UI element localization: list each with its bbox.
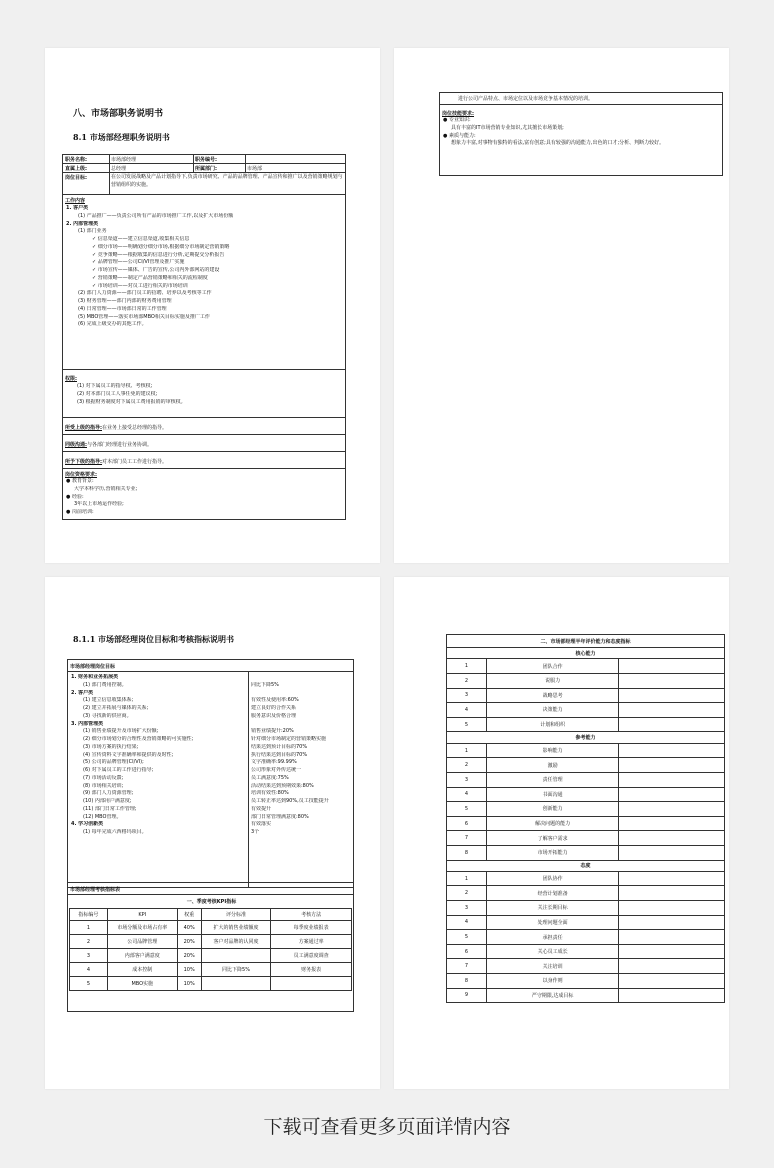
text-line: (10) 内部用户满意度; [83,798,132,804]
text-line: (7) 市场活动反馈; [83,774,124,781]
item-name: 严守期限,达成目标 [486,988,619,1003]
position-goals-table [67,659,354,888]
item-score [619,930,725,945]
kpi-cell: 内部客户满意度 [107,949,177,963]
item-score [619,944,725,959]
kpi-table [69,908,352,991]
training-text: 进行公司产品特点、市场定位以及市场竞争基本情况的培训。 [458,96,594,102]
table-row [63,173,345,195]
table-row [447,758,725,773]
item-number: 6 [447,816,487,831]
item-name: 影响能力 [486,743,619,758]
kpi-header-cell: 评分标准 [201,909,271,921]
text-line: (3) 市场方案的执行结果; [83,743,139,750]
text-line: (1) 部门业务 [78,228,107,235]
item-name: 创新能力 [486,802,619,817]
table-row [447,787,725,802]
table-row [447,816,725,831]
text-line: ● 专业知识: [443,117,471,123]
work-content-section [63,195,345,370]
table-row [63,418,345,435]
text-line: ✓ 营销策略——制定产品营销策略和相关的流程制度 [92,274,208,281]
item-name: 激励 [486,758,619,773]
item-score [619,787,725,802]
item-name: 经营计划准备 [486,886,619,901]
table-row [447,831,725,846]
table-row [447,717,725,732]
item-name: 决策能力 [486,703,619,718]
item-score [619,886,725,901]
requirements-list [66,478,344,517]
text-line: (1) 对下属员工的指导权、考核权; [77,383,153,389]
kpi-cell: 员工满意度调查 [271,949,352,963]
kpi-header-cell: 指标编号 [70,909,108,921]
item-number: 4 [447,703,487,718]
kpi-cell: 2 [70,935,108,949]
item-number: 9 [447,988,487,1003]
text-line: ✓ 细分市场——明确划分细分市场,根据细分市场制定营销策略 [92,243,230,250]
text-line [251,674,353,682]
item-number: 2 [447,673,487,688]
item-name: 关注长期目标 [486,901,619,916]
item-score [619,673,725,688]
item-number: 1 [447,659,487,674]
item-score [619,772,725,787]
text-line: 有效性及使用率:60% [251,697,299,704]
item-name: 责任管理 [486,772,619,787]
value-job-name: 市场部经理 [111,157,137,163]
text-line: 3个 [251,829,260,835]
item-score [619,871,725,886]
text-line: 针对细分市场制定的营销策略实施 [251,736,327,742]
skill-requirements-title: 岗位技能要求: [442,111,475,117]
document-page-1 [45,48,380,563]
item-score [619,703,725,718]
text-line: (8) 市场相关培训; [83,782,124,789]
table-row [447,930,725,945]
text-line: 销售业绩提升:20% [251,728,294,735]
text-line: 3年以上市场运作经验; [74,501,124,508]
authority-list [77,383,337,406]
kpi-cell: 10% [177,977,201,991]
text-line: 大学本科学历,营销相关专业; [74,485,138,492]
item-score [619,974,725,989]
table-row [447,871,725,886]
text-line [251,721,353,729]
table-row [447,743,725,758]
item-name: 处理问题全面 [486,915,619,930]
goals-list [71,674,246,837]
kpi-caption: 一、季度考核KPI指标 [186,899,237,905]
table-row [447,901,725,916]
table-row [447,915,725,930]
table-row [70,935,352,949]
text-line: (1) 产品推广——负责公司所有产品的市场推广工作,以及扩大市场份额 [78,212,234,219]
subsection-title: 8.1 市场部经理职务说明书 [73,132,170,142]
label-department: 所属部门: [195,166,217,172]
document-page-4 [394,577,729,1089]
value-subordinate-guidance: 对本部门员工工作进行指导。 [102,459,168,465]
kpi-title: 市场部经理考核指标表 [70,887,121,893]
text-line: (1) 建立信息收集体系; [83,697,134,704]
text-line: (1) 部门费用控制。 [83,681,127,688]
table-row [447,802,725,817]
text-line: (12) MBO管理。 [83,813,122,820]
item-number: 2 [447,758,487,773]
item-score [619,717,725,732]
text-line: (4) 宣传资料文字准确率和提供的及时性; [83,751,174,758]
text-line: (1) 每年完成六西格玛项目。 [83,829,147,835]
evaluation-title: 二、市场部经理半年评价能力和态度指标 [447,635,725,648]
text-line: (9) 部门人力资源管理; [83,790,134,797]
item-number: 8 [447,845,487,860]
item-number: 3 [447,688,487,703]
text-line: ● 教育背景: [66,478,94,484]
job-description-table [62,154,346,520]
table-row [63,164,345,173]
requirements-section [63,469,345,519]
text-line: ● 岗前培训: [66,509,94,515]
item-score [619,959,725,974]
kpi-cell: 公司品牌管理 [107,935,177,949]
item-name: 说服力 [486,673,619,688]
value-job-id [245,155,345,157]
text-line: 有效提升 [251,805,272,812]
kpi-cell: 每季度业绩报表 [271,921,352,935]
text-line: 培训有效性:80% [251,790,289,797]
table-row [70,977,352,991]
item-number: 8 [447,974,487,989]
kpi-cell: 扩大的销售业绩额度 [201,921,271,935]
text-line: (2) 对本部门员工人事任免的建议权; [77,390,158,397]
table-row [447,988,725,1003]
text-line: (3) 根据财务制度对下属员工费用报销的审核权。 [77,398,186,405]
item-name: 计划和组织 [486,717,619,732]
kpi-cell: 客户对品牌的认同度 [201,935,271,949]
table-row [63,452,345,469]
text-line: ● 素质与能力: [443,132,476,139]
table-row [447,703,725,718]
item-number: 4 [447,787,487,802]
text-line: (3) 寻找新的供应商。 [83,712,132,719]
skill-requirements [440,105,722,175]
table-row [70,921,352,935]
text-line: 结果达到预计目标的70% [251,743,308,750]
text-line: 1. 财务和业务拓展类 [71,674,119,680]
kpi-cell: 方案通过率 [271,935,352,949]
table-row [68,883,353,895]
kpi-cell: 1 [70,921,108,935]
text-line: 服务意识及价格合理 [251,712,297,719]
item-name: 书面沟通 [486,787,619,802]
section-header: 态度 [447,860,725,871]
table-row [447,886,725,901]
table-row [447,959,725,974]
authority-title: 权限: [65,376,77,382]
kpi-header-cell: 考核方法 [271,909,352,921]
download-caption: 下载可查看更多页面详情内容 [263,1116,511,1138]
item-number: 1 [447,871,487,886]
table-row [447,659,725,674]
item-name: 市场开拓能力 [486,845,619,860]
text-line: (3) 财务管理——部门内部的财务费用管理 [78,298,172,304]
skills-table [439,92,723,176]
table-row [447,944,725,959]
document-page-3 [45,577,380,1089]
text-line: 2. 内部管理类 [66,220,99,227]
authority-section [63,370,345,418]
item-name: 解决问题的能力 [486,816,619,831]
value-peer-coordination: 与各部门经理进行业务协调。 [87,442,153,448]
text-line: ✓ 信息渠道——建立信息渠道,收集相关信息 [92,236,190,242]
text-line: (1) 销售业绩提升及市场扩大份额; [83,728,159,735]
kpi-header-cell: 权重 [177,909,201,921]
item-score [619,758,725,773]
goals-title: 市场部经理岗位目标 [70,664,116,670]
text-line: ✓ 市场培训——对员工进行相关的市场培训 [92,282,188,289]
kpi-cell: 市场分额及市场占有率 [107,921,177,935]
table-row [63,435,345,452]
kpi-cell: 财务报表 [271,963,352,977]
item-score [619,845,725,860]
kpi-header-cell: KPI [107,909,177,921]
kpi-cell: 20% [177,949,201,963]
kpi-cell: 同比下降5% [201,963,271,977]
text-line: (2) 建立并拓展与媒体的关系; [83,705,149,711]
item-number: 2 [447,886,487,901]
text-line: 文字准确率:99.99% [251,759,297,766]
table-row [447,974,725,989]
document-page-2 [394,48,729,563]
item-score [619,901,725,916]
work-content-title: 工作内容 [65,198,86,204]
kpi-cell: 20% [177,935,201,949]
text-line: (6) 对下属员工的工作进行指导; [83,767,154,773]
item-number: 7 [447,959,487,974]
value-supervisor: 总经理 [111,166,127,172]
label-peer-coordination: 同级沟通: [65,442,87,448]
item-number: 1 [447,743,487,758]
value-goal: 在公司发展战略及产品计划指导下,负责市场研究、产品的品牌管理、产品宣传和推广以及营销策略规划与营销组织的实施。 [111,174,343,188]
text-line: 想象力丰富,对事物有独特的看法,富有创意;具有较强的沟通能力,出色的口才;分析、判断力较好。 [451,140,665,147]
label-subordinate-guidance: 所予下级的指导: [65,459,103,465]
text-line: 员工转正率达到90%,员工技能提升 [251,798,329,804]
page-title: 8.1.1 市场部经理岗位目标和考核指标说明书 [73,634,235,644]
text-line: ✓ 品牌管理——公司CI/VI管理及推广实施 [92,259,185,266]
goals-targets [251,674,353,837]
item-score [619,688,725,703]
item-number: 3 [447,901,487,916]
table-row [70,949,352,963]
text-line: 公司形象对外传达统一 [251,767,302,773]
requirements-title: 岗位资格要求: [65,472,98,478]
item-name: 关心员工成长 [486,944,619,959]
table-row [68,660,353,672]
item-name: 团队协作 [486,871,619,886]
item-score [619,816,725,831]
text-line: 同比下降5% [251,681,279,688]
item-number: 4 [447,915,487,930]
text-line: (5) MBO管理——落实市场部MBO相关目标实施及推广工作 [78,313,210,320]
text-line: 1. 客户类 [66,205,89,211]
text-line: (2) 细分市场划分的合理性及营销策略的可实施性; [83,736,194,742]
item-name: 关注培训 [486,959,619,974]
table-row [447,772,725,787]
text-line: (2) 部门人力资源——部门员工的招聘、培养以及考核等工作 [78,290,212,297]
kpi-cell [201,977,271,991]
section-header: 参考能力 [447,732,725,743]
item-number: 5 [447,802,487,817]
item-number: 5 [447,717,487,732]
text-line: 2. 客户类 [71,689,94,696]
section-header: 核心能力 [447,648,725,659]
kpi-cell: 3 [70,949,108,963]
text-line: ● 经验: [66,493,84,500]
item-score [619,659,725,674]
kpi-table-container [67,882,354,1012]
table-row [447,845,725,860]
table-row [70,963,352,977]
label-supervisor: 直属上级: [65,166,87,172]
text-line: 部门日常管理满意度:80% [251,813,309,820]
kpi-cell: 40% [177,921,201,935]
text-line: ✓ 市场宣传——媒体、广告的宣传,公司内外部网站的建设 [92,267,220,273]
label-job-name: 职务名称: [65,157,87,163]
item-score [619,743,725,758]
text-line: ✓ 竞争策略——根据收集的信息进行分析,定期提交分析报告 [92,251,225,258]
text-line: (4) 日常管理——市场部日常的工作管理 [78,305,167,312]
table-row [447,688,725,703]
text-line: 有效落实 [251,821,272,828]
kpi-cell: 成本控制 [107,963,177,977]
value-department: 市场部 [247,166,263,172]
text-line: 4. 学习创新类 [71,821,104,828]
text-line: 建立良好的合作关系 [251,705,297,711]
text-line: (11) 部门日常工作管理; [83,805,137,812]
skill-requirements-list [443,117,721,148]
label-superior-guidance: 所受上级的指导: [65,425,103,431]
section-title: 八、市场部职务说明书 [73,109,164,119]
kpi-cell [271,977,352,991]
kpi-cell: 4 [70,963,108,977]
item-score [619,915,725,930]
value-superior-guidance: 在业务上接受总经理的指导。 [102,425,168,431]
text-line: 具有丰富的IT市场营销专业知识,尤其擅长市场策划; [451,124,564,131]
item-score [619,988,725,1003]
item-score [619,802,725,817]
label-job-id: 职务编号: [195,157,217,163]
item-number: 3 [447,772,487,787]
kpi-cell: 5 [70,977,108,991]
table-row [440,93,722,105]
label-goal: 岗位目标: [65,175,87,181]
kpi-cell: MBO实施 [107,977,177,991]
text-line [251,690,353,698]
item-name: 以身作则 [486,974,619,989]
work-content-list [66,205,344,329]
evaluation-table [446,634,725,1003]
item-name: 战略思考 [486,688,619,703]
text-line: 3. 内部管理类 [71,720,104,727]
text-line: 执行结果达到目标的70% [251,751,308,758]
item-name: 承担责任 [486,930,619,945]
item-number: 7 [447,831,487,846]
text-line: (6) 完成上级交办的其他工作。 [78,321,147,328]
item-name: 了解客户需求 [486,831,619,846]
kpi-cell: 10% [177,963,201,977]
text-line: (5) 公司的品牌管理(CI/VI); [83,759,144,766]
table-row [447,673,725,688]
item-number: 6 [447,944,487,959]
table-row [63,155,345,164]
text-line: 员工满意度:75% [251,774,289,781]
text-line: 活动结果达到预期效果:80% [251,782,314,789]
kpi-cell [201,949,271,963]
item-score [619,831,725,846]
item-name: 团队合作 [486,659,619,674]
item-number: 5 [447,930,487,945]
